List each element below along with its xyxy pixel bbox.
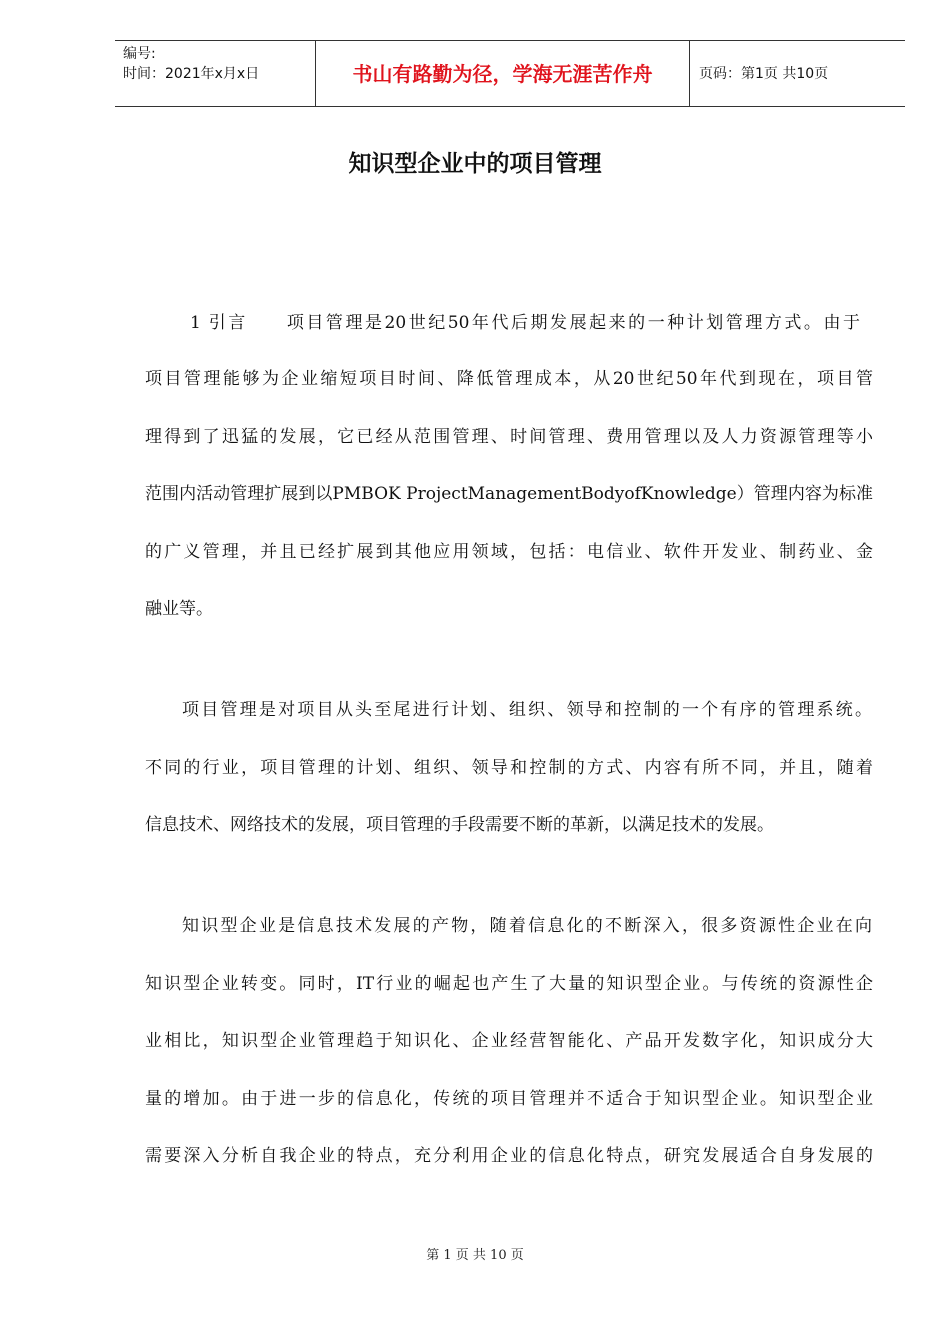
paragraph-line: 理得到了迅猛的发展，它已经从范围管理、时间管理、费用管理以及人力资源管理等小 — [145, 427, 873, 447]
header-page-info: 页码：第1页 共10页 — [699, 66, 829, 82]
paragraph-line: 融业等。 — [145, 599, 213, 619]
header-number-label: 编号: — [123, 46, 156, 62]
paragraph-line: 1 引言 项目管理是20世纪50年代后期发展起来的一种计划管理方式。由于 — [190, 313, 860, 333]
paragraph-line: 业相比，知识型企业管理趋于知识化、企业经营智能化、产品开发数字化，知识成分大 — [145, 1031, 873, 1051]
document-title: 知识型企业中的项目管理 — [348, 151, 602, 177]
header-meta — [123, 44, 259, 84]
paragraph-line: 范围内活动管理扩展到以PMBOK ProjectManagementBodyofKnowledge）管理内容为标准 — [145, 484, 873, 504]
paragraph-line: 量的增加。由于进一步的信息化，传统的项目管理并不适合于知识型企业。知识型企业 — [145, 1089, 873, 1109]
paragraph-line: 知识型企业转变。同时，IT行业的崛起也产生了大量的知识型企业。与传统的资源性企 — [145, 974, 873, 994]
paragraph-line: 不同的行业，项目管理的计划、组织、领导和控制的方式、内容有所不同，并且，随着 — [145, 758, 873, 778]
paragraph-line: 项目管理能够为企业缩短项目时间、降低管理成本，从20世纪50年代到现在，项目管 — [145, 369, 873, 389]
paragraph-line: 知识型企业是信息技术发展的产物，随着信息化的不断深入，很多资源性企业在向 — [182, 916, 872, 936]
paragraph-line: 需要深入分析自我企业的特点，充分利用企业的信息化特点，研究发展适合自身发展的 — [145, 1146, 873, 1166]
page-header — [115, 40, 905, 107]
paragraph-line: 的广义管理，并且已经扩展到其他应用领域，包括：电信业、软件开发业、制药业、金 — [145, 542, 873, 562]
header-motto: 书山有路勤为径，学海无涯苦作舟 — [352, 62, 653, 86]
page-footer: 第 1 页 共 10 页 — [426, 1248, 524, 1263]
header-time-label: 时间：2021年x月x日 — [123, 66, 260, 82]
paragraph-line: 项目管理是对项目从头至尾进行计划、组织、领导和控制的一个有序的管理系统。 — [182, 700, 872, 720]
header-divider — [689, 41, 690, 107]
paragraph-line: 信息技术、网络技术的发展，项目管理的手段需要不断的革新，以满足技术的发展。 — [145, 815, 774, 835]
